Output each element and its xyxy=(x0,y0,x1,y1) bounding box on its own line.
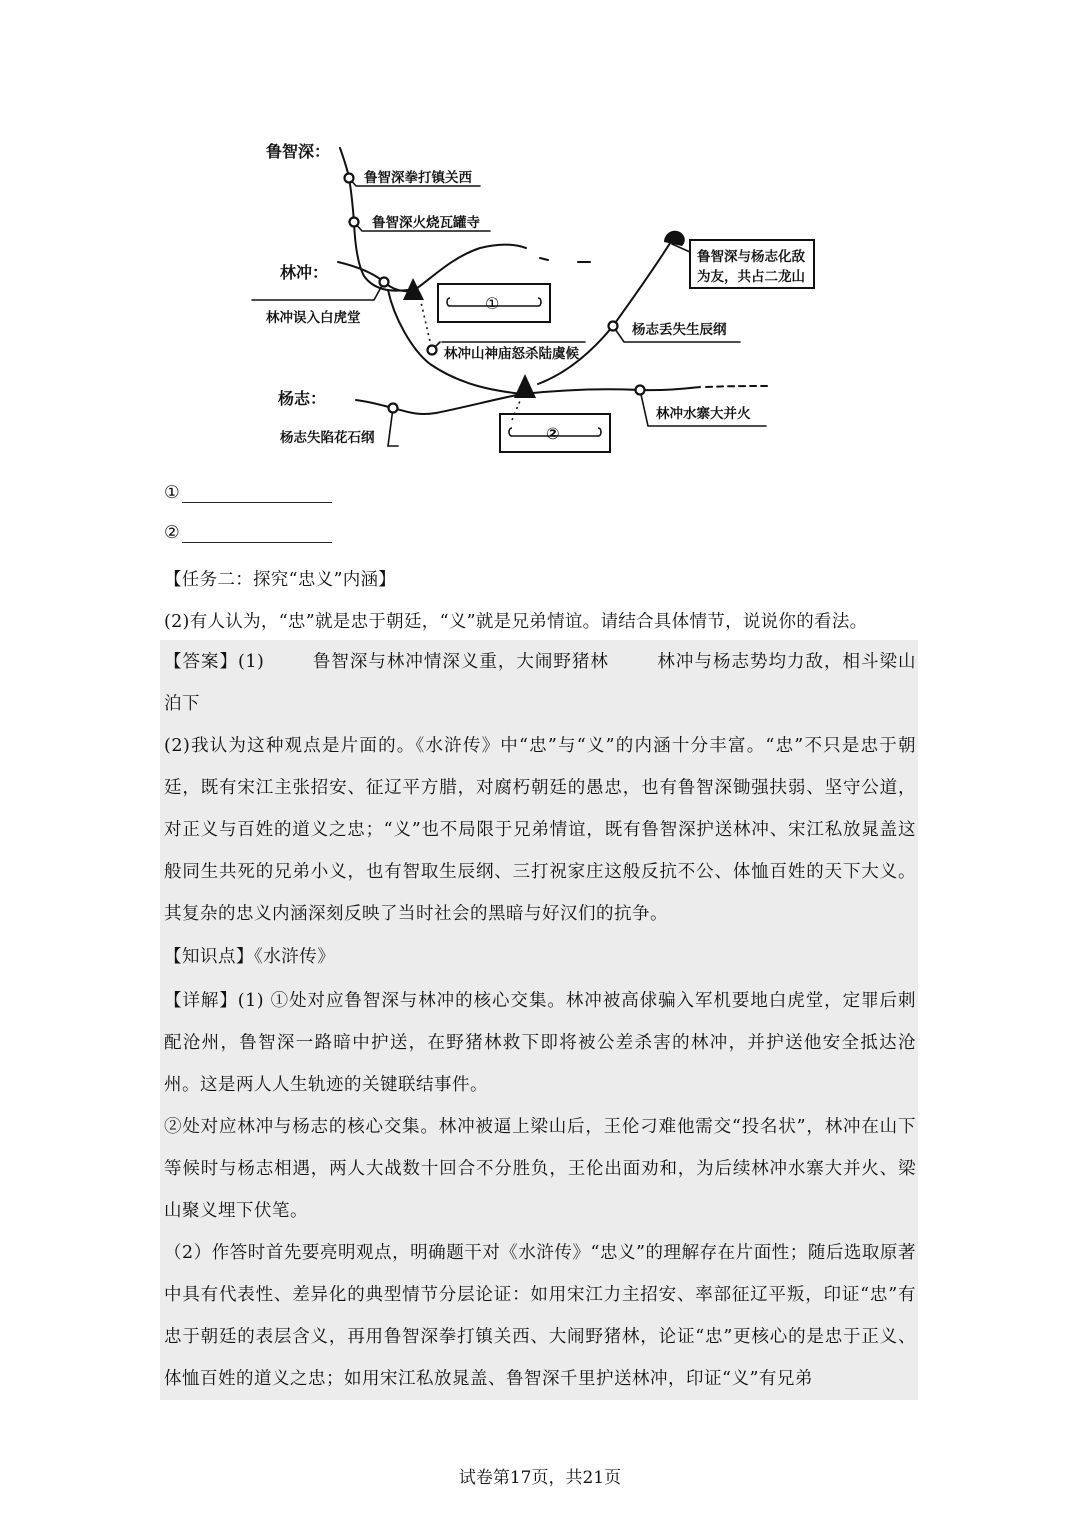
blank-line[interactable] xyxy=(182,524,332,543)
answer-blank-2: ② xyxy=(164,523,332,543)
event-label: 鲁智深与杨志化敌 xyxy=(697,249,805,265)
detail-paragraph-3: （2）作答时首先要亮明观点，明确题干对《水浒传》“忠义”的理解存在片面性；随后选取原著中具有代表性、差异化的典型情节分层论证：如用宋江力主招安、率部征辽平叛，印证“忠”有忠于朝廷的表层含义，再用鲁智深拳打镇关西、大闹野猪林，论证“忠”更核心的是忠于正义、体恤百姓的道义之忠；如用宋江私放晁盖、鲁智深千里护送林冲，印证“义”有兄弟 xyxy=(164,1243,916,1389)
answer-blank-1: ① xyxy=(164,483,332,503)
track-label-luzhishen: 鲁智深： xyxy=(266,142,331,161)
character-trajectory-diagram xyxy=(0,0,1080,470)
box-number-one: ① xyxy=(485,294,500,313)
event-label: 林冲水寨大并火 xyxy=(656,406,751,422)
page-footer: 试卷第17页，共21页 xyxy=(458,1468,622,1488)
event-label: 林冲山神庙怒杀陆虞候 xyxy=(444,346,579,362)
answer-part-2: (2)我认为这种观点是片面的。《水浒传》中“忠”与“义”的内涵十分丰富。“忠”不只是忠于朝廷，既有宋江主张招安、征辽平方腊，对腐朽朝廷的愚忠，也有鲁智深锄强扶弱、坚守公道，对正义与百姓的道义之忠；“义”也不局限于兄弟情谊，既有鲁智深护送林冲、宋江私放晁盖这般同生共死的兄弟小义，也有智取生辰纲、三打祝家庄这般反抗不公、体恤百姓的天下大义。其复杂的忠义内涵深刻反映了当时社会的黑暗与好汉们的抗争。 xyxy=(164,736,916,924)
knowledge-point: 【知识点】《水浒传》 xyxy=(164,947,336,967)
track-label-yangzhi: 杨志： xyxy=(278,389,327,408)
event-label: 林冲误入白虎堂 xyxy=(266,310,361,326)
event-label: 为友，共占二龙山 xyxy=(697,269,805,285)
track-label-linchong: 林冲： xyxy=(280,263,329,282)
question-2: (2)有人认为，“忠”就是忠于朝廷，“义”就是兄弟情谊。请结合具体情节，说说你的看法。 xyxy=(164,612,868,632)
event-label: 鲁智深拳打镇关西 xyxy=(364,170,472,186)
box-number-two: ② xyxy=(546,424,560,443)
event-label: 鲁智深火烧瓦罐寺 xyxy=(372,215,480,231)
event-label: 杨志丢失生辰纲 xyxy=(632,322,727,338)
task-heading: 【任务二：探究“忠义”内涵】 xyxy=(164,570,397,590)
detail-paragraph-2: ②处对应林冲与杨志的核心交集。林冲被逼上梁山后，王伦刁难他需交“投名状”，林冲在山下等候时与杨志相遇，两人大战数十回合不分胜负，王伦出面劝和，为后续林冲水寨大并火、梁山聚义埋下伏笔。 xyxy=(164,1117,916,1221)
event-label: 杨志失陷花石纲 xyxy=(280,430,375,446)
blank-line[interactable] xyxy=(182,484,332,503)
answer-part-1: 【答案】(1) 鲁智深与林冲情深义重，大闹野猪林 林冲与杨志势均力敌，相斗梁山泊下 xyxy=(164,652,917,714)
detail-paragraph-1: 【详解】(1) ①处对应鲁智深与林冲的核心交集。林冲被高俅骗入军机要地白虎堂，定罪后刺配沧州，鲁智深一路暗中护送，在野猪林救下即将被公差杀害的林冲，并护送他安全抵达沧州。这是两人人生轨迹的关键联结事件。 xyxy=(164,991,916,1095)
